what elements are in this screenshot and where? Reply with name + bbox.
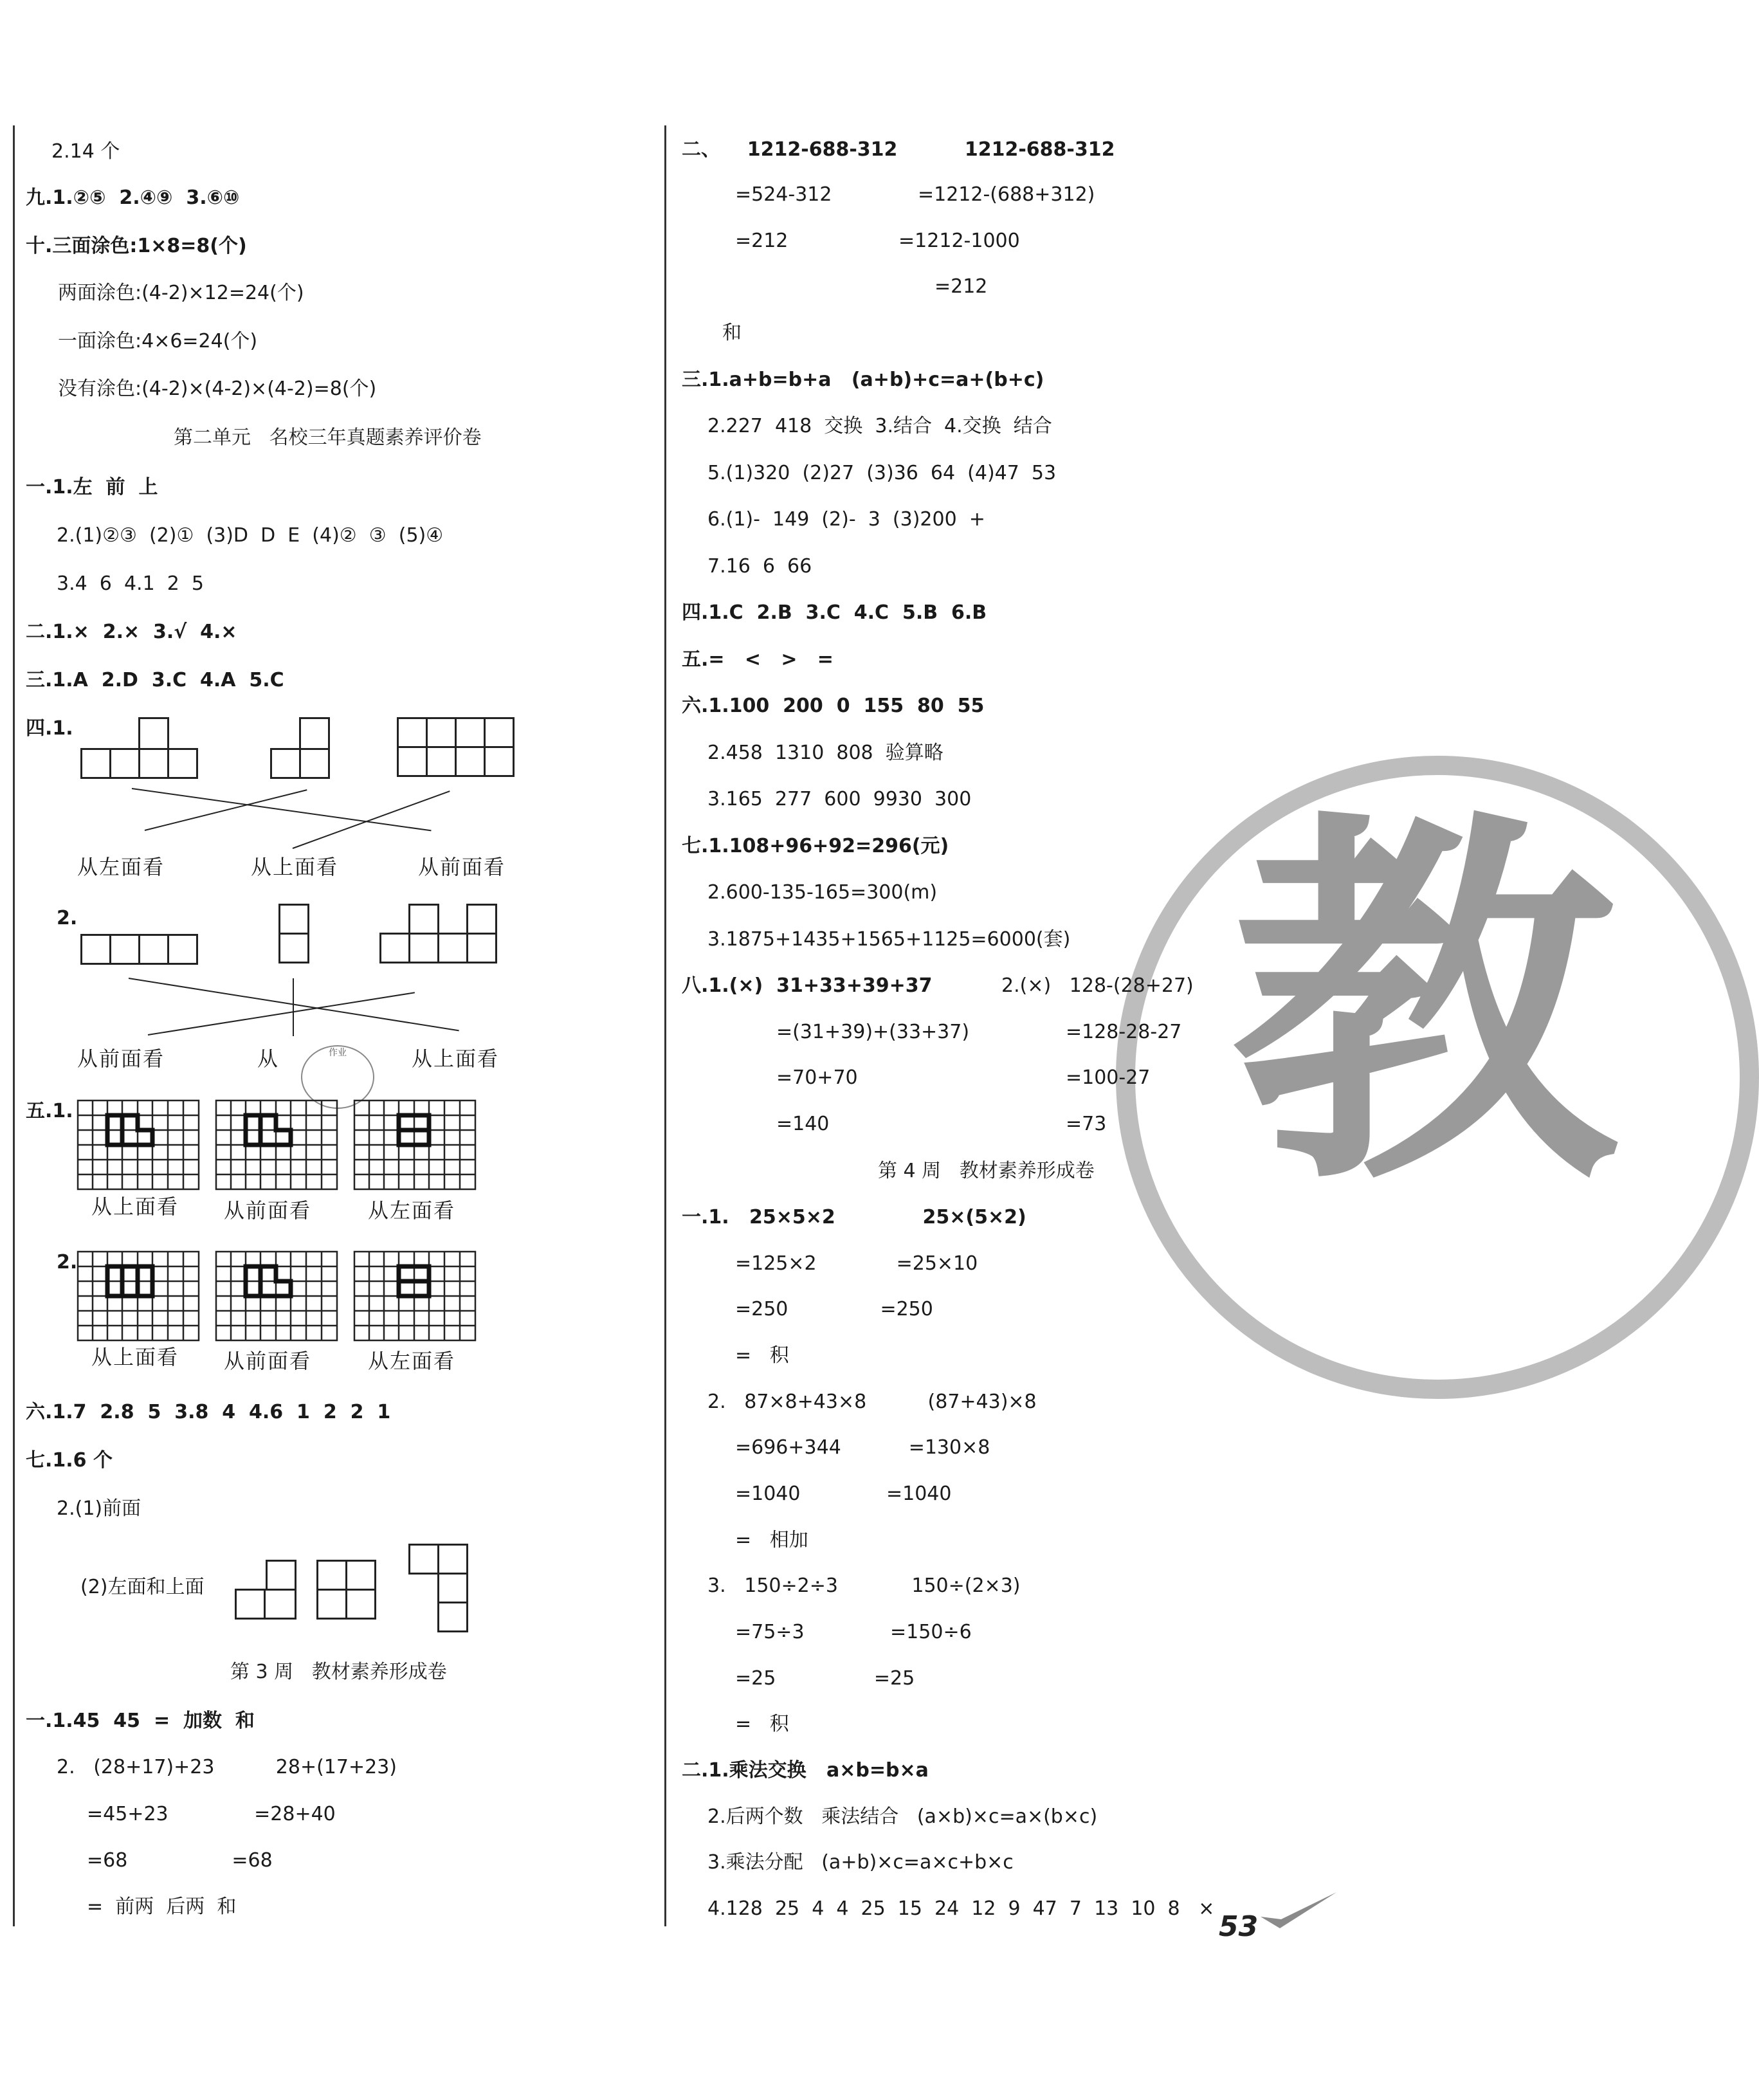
- answer-line: 三.1.A 2.D 3.C 4.A 5.C: [26, 669, 284, 691]
- answer-line: =128-28-27: [1066, 1021, 1182, 1043]
- view-grid-2a: [77, 1251, 199, 1341]
- answer-line: 九.1.②⑤ 2.④⑨ 3.⑥⑩: [26, 187, 240, 209]
- section-title: 第 4 周 教材素养形成卷: [878, 1160, 1095, 1182]
- match-line: [293, 978, 294, 1036]
- answer-line: 七.1.6 个: [26, 1449, 113, 1472]
- match-line: [132, 788, 432, 831]
- answer-line: =68 =68: [87, 1849, 273, 1872]
- answer-line: = 积: [735, 1713, 789, 1735]
- answer-line: 七.1.108+96+92=296(元): [682, 835, 949, 857]
- answer-line: 五.= < > =: [682, 648, 834, 671]
- answer-line: 2.600-135-165=300(m): [707, 881, 938, 904]
- answer-line: 3. 150÷2÷3 150÷(2×3): [707, 1575, 1021, 1597]
- answer-line: 3.4 6 4.1 2 5: [57, 572, 204, 595]
- view-grid-1c: [354, 1100, 476, 1190]
- answer-line: 2.: [57, 907, 78, 929]
- answer-line: =125×2 =25×10: [735, 1252, 978, 1275]
- answer-line: 6.(1)- 149 (2)- 3 (3)200 +: [707, 508, 985, 531]
- answer-line: 2. 87×8+43×8 (87+43)×8: [707, 1391, 1037, 1413]
- answer-line: 没有涂色:(4-2)×(4-2)×(4-2)=8(个): [58, 378, 377, 400]
- column-divider: [664, 125, 666, 1926]
- answer-line: 四.1.C 2.B 3.C 4.C 5.B 6.B: [682, 601, 987, 624]
- page-number: 53: [1219, 1910, 1259, 1943]
- answer-line: 2.: [57, 1251, 78, 1274]
- answer-line: 2.458 1310 808 验算略: [707, 742, 943, 764]
- answer-line: =73: [1066, 1113, 1107, 1135]
- view-label: 从上面看: [91, 1194, 179, 1219]
- view-label: 从: [257, 1046, 280, 1071]
- answer-line: =212: [934, 275, 988, 298]
- answer-line: 2.227 418 交换 3.结合 4.交换 结合: [707, 415, 1052, 437]
- view-grid-1a: [77, 1100, 199, 1190]
- match-line: [148, 992, 415, 1036]
- answer-line: 2.14 个: [51, 140, 120, 163]
- answer-line: =1040 =1040: [735, 1483, 952, 1505]
- answer-line: =140: [776, 1113, 830, 1135]
- answer-line: 二、 1212-688-312 1212-688-312: [682, 138, 1115, 161]
- view-grid-2c: [354, 1251, 476, 1341]
- answer-line: 六.1.100 200 0 155 80 55: [682, 695, 985, 717]
- answer-line: 和: [722, 322, 742, 344]
- answer-line: 7.16 6 66: [707, 555, 812, 578]
- answer-line: 3.乘法分配 (a+b)×c=a×c+b×c: [707, 1851, 1014, 1874]
- view-label: 从上面看: [251, 855, 339, 879]
- answer-line: =45+23 =28+40: [87, 1803, 336, 1825]
- answer-line: =696+344 =130×8: [735, 1436, 990, 1459]
- answer-line: (2)左面和上面: [80, 1576, 205, 1598]
- view-label: 从左面看: [77, 855, 165, 879]
- answer-line: 3.165 277 600 9930 300: [707, 788, 972, 810]
- answer-line: 十.三面涂色:1×8=8(个): [26, 235, 247, 257]
- answer-line: =(31+39)+(33+37): [776, 1021, 970, 1043]
- view-label: 从前面看: [77, 1046, 165, 1071]
- homework-stamp: 作业: [301, 1045, 374, 1109]
- answer-line: 2.后两个数 乘法结合 (a×b)×c=a×(b×c): [707, 1805, 1098, 1828]
- section-title: 第 3 周 教材素养形成卷: [230, 1661, 447, 1683]
- section-title: 第二单元 名校三年真题素养评价卷: [174, 426, 482, 449]
- watermark-seal: [1116, 756, 1759, 1399]
- view-grid-2b: [215, 1251, 338, 1341]
- view-label: 从左面看: [368, 1198, 456, 1223]
- answer-line: 一面涂色:4×6=24(个): [58, 330, 258, 352]
- answer-line: =212 =1212-1000: [735, 230, 1020, 252]
- answer-line: 四.1.: [26, 717, 73, 740]
- answer-line: 2.(1)②③ (2)① (3)D D E (4)② ③ (5)④: [57, 524, 444, 547]
- answer-line: 5.(1)320 (2)27 (3)36 64 (4)47 53: [707, 462, 1057, 484]
- view-label: 从前面看: [224, 1198, 312, 1223]
- left-margin-rule: [13, 125, 15, 1926]
- view-label: 从上面看: [412, 1046, 500, 1071]
- answer-line: =100-27: [1066, 1066, 1151, 1089]
- answer-line: 一.1.左 前 上: [26, 476, 158, 498]
- answer-line: 2. (28+17)+23 28+(17+23): [57, 1756, 397, 1778]
- answer-line: 2.(1)前面: [57, 1497, 141, 1520]
- view-grid-1b: [215, 1100, 338, 1190]
- answer-line: 二.1.× 2.× 3.√ 4.×: [26, 621, 237, 643]
- answer-line: 二.1.乘法交换 a×b=b×a: [682, 1759, 929, 1782]
- answer-line: 一.1.45 45 = 加数 和: [26, 1710, 255, 1732]
- answer-line: 2.(×) 128-(28+27): [1001, 974, 1194, 997]
- answer-line: = 前两 后两 和: [87, 1895, 237, 1918]
- view-label: 从前面看: [224, 1349, 312, 1373]
- answer-line: 三.1.a+b=b+a (a+b)+c=a+(b+c): [682, 369, 1044, 391]
- answer-line: = 相加: [735, 1529, 808, 1551]
- view-label: 从上面看: [91, 1345, 179, 1369]
- answer-line: =25 =25: [735, 1667, 915, 1690]
- answer-line: =250 =250: [735, 1298, 933, 1320]
- checkmark-icon: [1261, 1891, 1338, 1930]
- answer-line: 一.1. 25×5×2 25×(5×2): [682, 1206, 1026, 1228]
- answer-line: =524-312 =1212-(688+312): [735, 183, 1095, 206]
- view-label: 从左面看: [368, 1349, 456, 1373]
- answer-line: 两面涂色:(4-2)×12=24(个): [58, 282, 304, 304]
- answer-line: 4.128 25 4 4 25 15 24 12 9 47 7 13 10 8 ×: [707, 1897, 1215, 1920]
- answer-line: 六.1.7 2.8 5 3.8 4 4.6 1 2 2 1: [26, 1401, 391, 1423]
- answer-line: 3.1875+1435+1565+1125=6000(套): [707, 928, 1071, 951]
- match-line: [293, 790, 450, 849]
- answer-line: 八.1.(×) 31+33+39+37: [682, 974, 933, 997]
- answer-line: =75÷3 =150÷6: [735, 1621, 972, 1643]
- answer-line: = 积: [735, 1344, 789, 1367]
- watermark-char: 教: [1232, 781, 1618, 1231]
- answer-line: 五.1.: [26, 1100, 73, 1122]
- view-label: 从前面看: [418, 855, 506, 879]
- answer-line: =70+70: [776, 1066, 858, 1089]
